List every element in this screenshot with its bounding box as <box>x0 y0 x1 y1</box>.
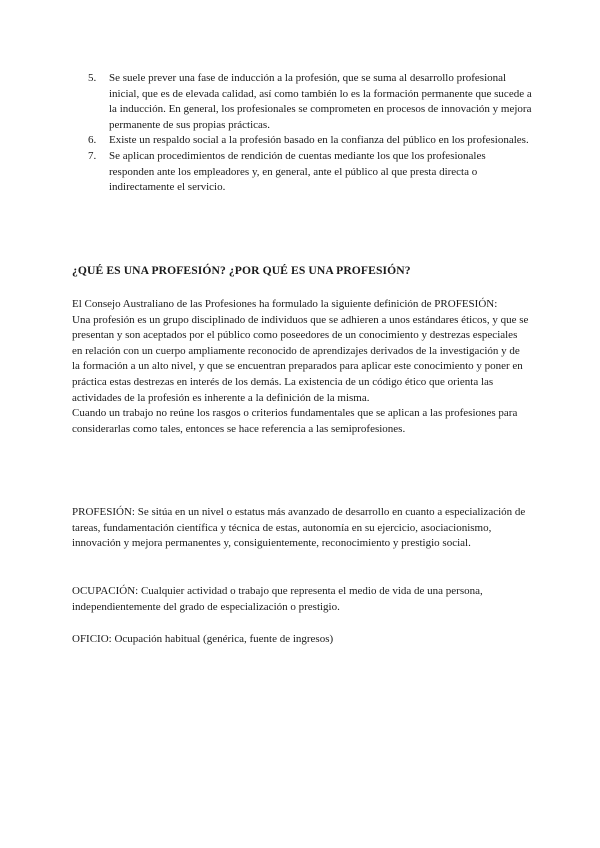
ocupacion-definition: OCUPACIÓN: Cualquier actividad o trabajo que representa el medio de vida de una persona, independientemente del grado de especialización o prestigio. <box>72 585 483 613</box>
list-item-text: Se suele prever una fase de inducción a la profesión, que se suma al desarrollo profesional inicial, que es de elevada calidad, así como también lo es la formación permanente que sucede a la inducción. En general, los profesionales se comprometen en procesos de innovación y mejora permanente de sus propias prácticas. <box>109 72 532 131</box>
list-item <box>88 133 533 149</box>
semiprofession-note: Cuando un trabajo no reúne los rasgos o criterios fundamentales que se aplican a las profesiones para considerarlas como tales, entonces se hace referencia a las semiprofesiones. <box>72 407 518 435</box>
list-item <box>88 149 533 196</box>
intro-lead-paragraph: El Consejo Australiano de las Profesiones ha formulado la siguiente definición de PROFESIÓN: <box>72 298 498 310</box>
list-item-text: Se aplican procedimientos de rendición de cuentas mediante los que los profesionales responden ante los empleadores y, en general, ante el público al que presta directa o indirectamente el servicio. <box>109 149 486 194</box>
oficio-definition: OFICIO: Ocupación habitual (genérica, fuente de ingresos) <box>72 633 334 645</box>
list-item-text: Existe un respaldo social a la profesión basado en la confianza del público en los profesionales. <box>109 134 529 147</box>
list-item-number: 5. <box>88 72 97 84</box>
section-heading: ¿QUÉ ES UNA PROFESIÓN? ¿POR QUÉ ES UNA PROFESIÓN? <box>72 264 411 277</box>
intro-section <box>72 297 530 437</box>
definition-paragraph: Una profesión es un grupo disciplinado de individuos que se adhieren a unos estándares éticos, y que se presentan y son aceptados por el público como poseedores de un conocimiento y destrezas especiales en relación con un cuerpo ampliamente reconocido de aprendizajes derivados de la investigación y de la formación a un alto nivel, y que se encuentran preparados para aplicar este conocimiento y poner en práctica estas destrezas en interés de los demás. La existencia de un código ético que orienta las actividades de la profesión es inherente a la definición de la misma. <box>72 313 529 404</box>
list-item-number: 7. <box>88 149 97 162</box>
list-item-number: 6. <box>88 134 97 147</box>
profesion-definition: PROFESIÓN: Se sitúa en un nivel o estatus más avanzado de desarrollo en cuanto a especialización de tareas, fundamentación científica y técnica de estas, autonomía en su ejercicio, asociacionismo, innovación y mejora permanentes y, consiguientemente, reconocimiento y prestigio social. <box>72 506 526 550</box>
list-item <box>88 71 533 133</box>
numbered-list <box>88 71 533 196</box>
